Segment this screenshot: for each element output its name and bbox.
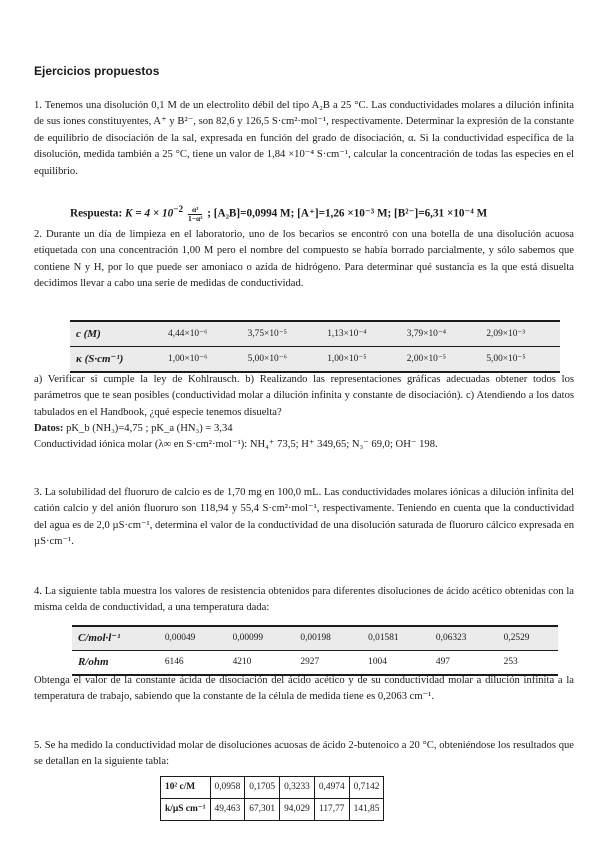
answer-concentrations: ; [A₂B]=0,0994 M; [A⁺]=1,26 ×10⁻³ M; [B²⁻]=6,31 ×10⁻⁴ M xyxy=(207,207,488,220)
table-cell: 0,4974 xyxy=(314,777,349,799)
table-cell: 3,75×10⁻⁵ xyxy=(242,321,322,347)
table-cell: 1004 xyxy=(362,651,430,676)
table-row xyxy=(161,777,384,799)
table-cell: 5,00×10⁻⁵ xyxy=(480,347,560,373)
exercise-2-text: 2. Durante un día de limpieza en el laboratorio, uno de los becarios se encontró con una botella de una disolución acuosa etiquetada con una concentración 1,00 M pero el nombre del compuesto se había borrado parcialmente, y sólo sabemos que contiene N y H, por lo que puede ser amoniaco o azida de hidrógeno. Para determinar qué sustancia es la que está disuelta decidimos llevar a cabo una serie de medidas de conductividad. xyxy=(34,229,574,290)
answer-label: Respuesta: xyxy=(70,207,123,220)
table-cell: 4,44×10⁻⁶ xyxy=(162,321,242,347)
table-cell: 117,77 xyxy=(314,799,349,821)
row-label: c (M) xyxy=(70,321,162,347)
table-cell: 2927 xyxy=(294,651,362,676)
table-row xyxy=(72,651,558,676)
table-cell: 0,00049 xyxy=(159,626,227,651)
answer-exponent: −2 xyxy=(173,205,184,215)
table-cell: 0,7142 xyxy=(349,777,384,799)
table-cell: 2,09×10⁻³ xyxy=(480,321,560,347)
table-cell: 94,029 xyxy=(280,799,315,821)
table-cell: 67,301 xyxy=(245,799,280,821)
table-row xyxy=(70,347,560,373)
table-cell: 1,00×10⁻⁶ xyxy=(162,347,242,373)
table-cell: 0,00198 xyxy=(294,626,362,651)
datos-label: Datos: xyxy=(34,423,64,434)
table-row xyxy=(72,626,558,651)
exercise-2-questions: a) Verificar si cumple la ley de Kohlrausch. b) Realizando las representaciones gráficas adecuadas obtener todos los parámetros que te sean posibles (conductividad molar a dilución infinita y constante de disociación). c) Atendiendo a los datos tabulados en el Handbook, ¿qué especie tenemos disuelta? xyxy=(34,374,574,418)
table-row xyxy=(70,321,560,347)
table-row xyxy=(161,799,384,821)
table-cell: 1,00×10⁻⁵ xyxy=(321,347,401,373)
exercise-4-after: Obtenga el valor de la constante ácida de disociación del ácido acético y de su conductividad molar a dilución infinita a la temperatura de trabajo, sabiendo que la constante de la célula de medida tiene es 0,2063 cm⁻¹. xyxy=(34,675,574,703)
table-cell: 253 xyxy=(498,651,558,676)
section-title: Ejercicios propuestos xyxy=(34,64,160,78)
fraction-numerator: α³ xyxy=(188,206,202,215)
exercise-4-table xyxy=(72,625,558,676)
row-label: κ (S·cm⁻¹) xyxy=(70,347,162,373)
table-cell: 0,00099 xyxy=(227,626,295,651)
table-cell: 1,13×10⁻⁴ xyxy=(321,321,401,347)
table-cell: 0,01581 xyxy=(362,626,430,651)
exercise-1-text: 1. Tenemos una disolución 0,1 M de un electrolito débil del tipo A₂B a 25 °C. Las conductividades molares a dilución infinita de sus iones constituyentes, A⁺ y B²⁻, son 82,6 y 126,5 S·cm²·mol⁻¹, respectivamente. Determinar la expresión de la constante de equilibrio de disociación de la sal, expresada en función del grado de disociación, α. Si la conductividad específica de la disolución, medida también a 25 °C, tiene un valor de 1,84 ×10⁻⁴ S·cm⁻¹, calcular la concentración de todas las especies en el equilibrio. xyxy=(34,100,574,177)
exercise-3-text: 3. La solubilidad del fluoruro de calcio es de 1,70 mg en 100,0 mL. Las conductividades molares iónicas a dilución infinita del catión calcio y del anión fluoruro son 118,94 y 55,4 S·cm²·mol⁻¹, respectivamente. Teniendo en cuenta que la conductividad del agua es de 2,0 µS·cm⁻¹, determina el valor de la conductividad de una disolución saturada de fluoruro cálcico expresada en µS·cm⁻¹. xyxy=(34,487,574,548)
table-cell: 49,463 xyxy=(210,799,245,821)
row-label: k/µS cm⁻¹ xyxy=(161,799,211,821)
row-label: R/ohm xyxy=(72,651,159,676)
table-cell: 0,1705 xyxy=(245,777,280,799)
exercise-5-table xyxy=(160,776,384,821)
table-cell: 0,2529 xyxy=(498,626,558,651)
table-cell: 2,00×10⁻⁵ xyxy=(401,347,481,373)
answer-fraction xyxy=(188,206,202,223)
datos-text: pK_b (NH₃)=4,75 ; pK_a (HN₃) = 3,34 xyxy=(66,423,233,434)
row-label: 10² c/M xyxy=(161,777,211,799)
exercise-1-answer xyxy=(70,202,487,223)
table-cell: 141,85 xyxy=(349,799,384,821)
answer-k: K = 4 × 10 xyxy=(125,207,174,220)
row-label: C/mol·l⁻¹ xyxy=(72,626,159,651)
exercise-4-text: 4. La siguiente tabla muestra los valores de resistencia obtenidos para diferentes disoluciones de ácido acético obtenidas con la misma celda de conductividad, a una temperatura dada: xyxy=(34,586,574,614)
table-cell: 0,0958 xyxy=(210,777,245,799)
exercise-2-table xyxy=(70,320,560,373)
table-cell: 4210 xyxy=(227,651,295,676)
exercise-5-text: 5. Se ha medido la conductividad molar de disoluciones acuosas de ácido 2-butenoico a 20 °C, obteniéndose los resultados que se detallan en la siguiente tabla: xyxy=(34,740,574,768)
table-cell: 0,06323 xyxy=(430,626,498,651)
exercise-2-datos xyxy=(34,421,574,437)
table-cell: 5,00×10⁻⁶ xyxy=(242,347,322,373)
table-cell: 497 xyxy=(430,651,498,676)
exercise-2-ionic: Conductividad iónica molar (λ∞ en S·cm²·mol⁻¹): NH₄⁺ 73,5; H⁺ 349,65; N₃⁻ 69,0; OH⁻ 198. xyxy=(34,439,438,450)
fraction-denominator: 1−α² xyxy=(187,213,203,223)
table-cell: 0,3233 xyxy=(280,777,315,799)
table-cell: 6146 xyxy=(159,651,227,676)
table-cell: 3,79×10⁻⁴ xyxy=(401,321,481,347)
